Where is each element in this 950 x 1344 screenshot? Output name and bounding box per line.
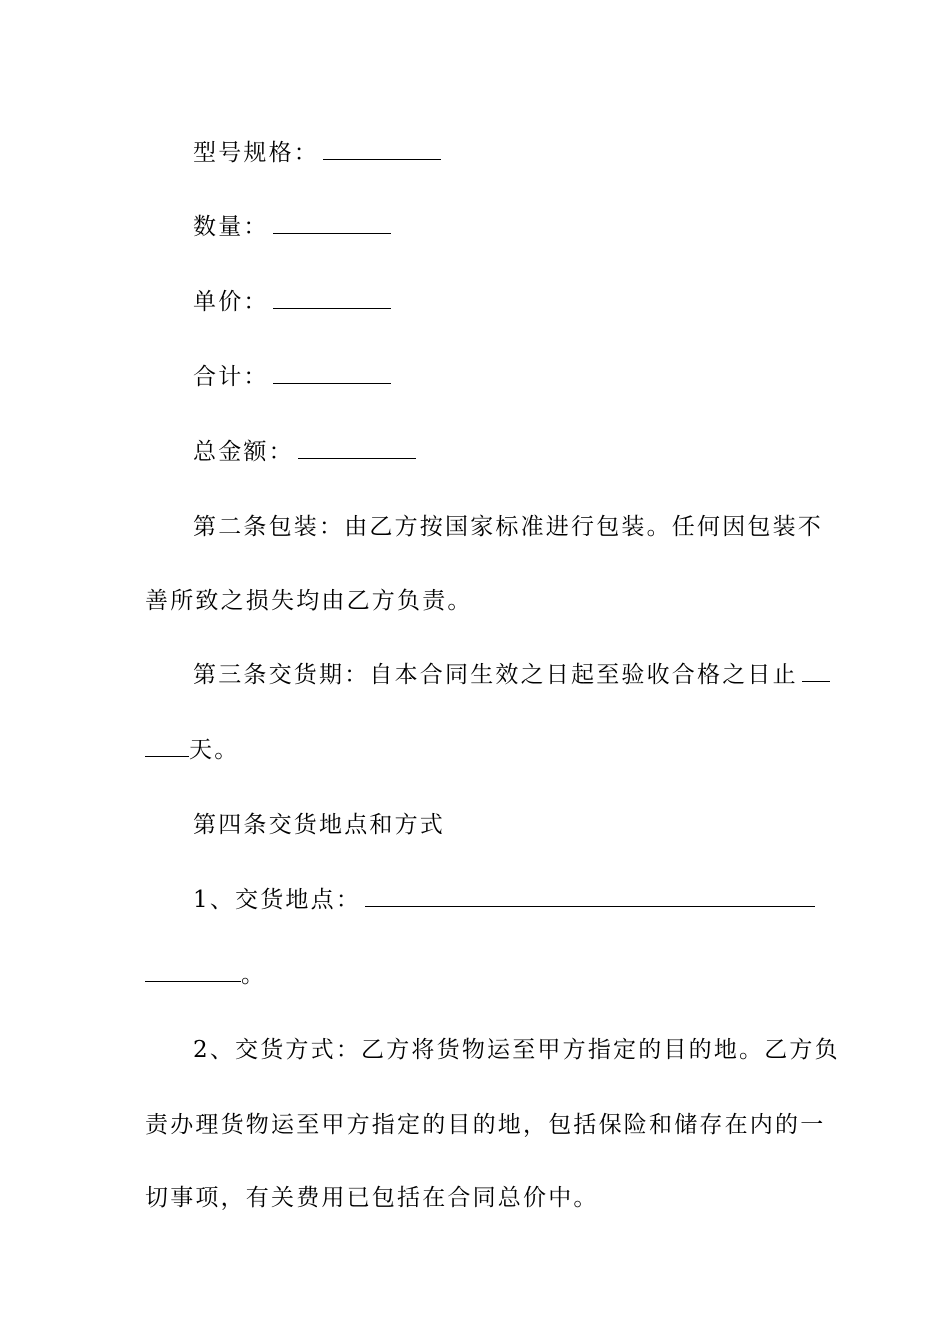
delivery-days-blank-a	[802, 663, 830, 682]
article-2-line-2: 善所致之损失均由乙方负责。	[145, 588, 473, 614]
delivery-method-line-3: 切事项，有关费用已包括在合同总价中。	[145, 1185, 599, 1211]
delivery-location-line-2	[145, 960, 807, 990]
article-3-line-1	[145, 660, 807, 690]
delivery-location-label: 1、交货地点：	[193, 887, 362, 913]
subtotal-line	[145, 362, 807, 392]
article-4-heading: 第四条交货地点和方式	[193, 812, 445, 838]
quantity-line	[145, 212, 807, 242]
article-3-text: 第三条交货期：自本合同生效之日起至验收合格之日止	[193, 662, 798, 688]
total-amount-label: 总金额：	[193, 439, 294, 465]
total-amount-line	[145, 437, 807, 467]
model-spec-blank	[323, 141, 441, 160]
subtotal-blank	[273, 365, 391, 384]
model-spec-line	[145, 138, 807, 168]
unit-price-line	[145, 287, 807, 317]
unit-price-blank	[273, 290, 391, 309]
delivery-method-line-1: 2、交货方式：乙方将货物运至甲方指定的目的地。乙方负	[193, 1037, 840, 1063]
article-2-line-1: 第二条包装：由乙方按国家标准进行包装。任何因包装不	[193, 514, 823, 540]
article-3-line-2	[145, 735, 807, 765]
delivery-location-end: 。	[241, 962, 267, 988]
delivery-location-line	[145, 885, 807, 915]
delivery-days-blank-b	[145, 738, 189, 757]
unit-price-label: 单价：	[193, 289, 269, 315]
total-amount-blank	[298, 440, 416, 459]
model-spec-label: 型号规格：	[193, 140, 319, 166]
quantity-label: 数量：	[193, 214, 269, 240]
days-unit: 天。	[189, 737, 240, 763]
delivery-method-line-2: 责办理货物运至甲方指定的目的地，包括保险和储存在内的一	[145, 1112, 826, 1138]
subtotal-label: 合计：	[193, 364, 269, 390]
quantity-blank	[273, 215, 391, 234]
delivery-location-blank-2	[145, 963, 241, 982]
delivery-location-blank	[365, 888, 815, 907]
